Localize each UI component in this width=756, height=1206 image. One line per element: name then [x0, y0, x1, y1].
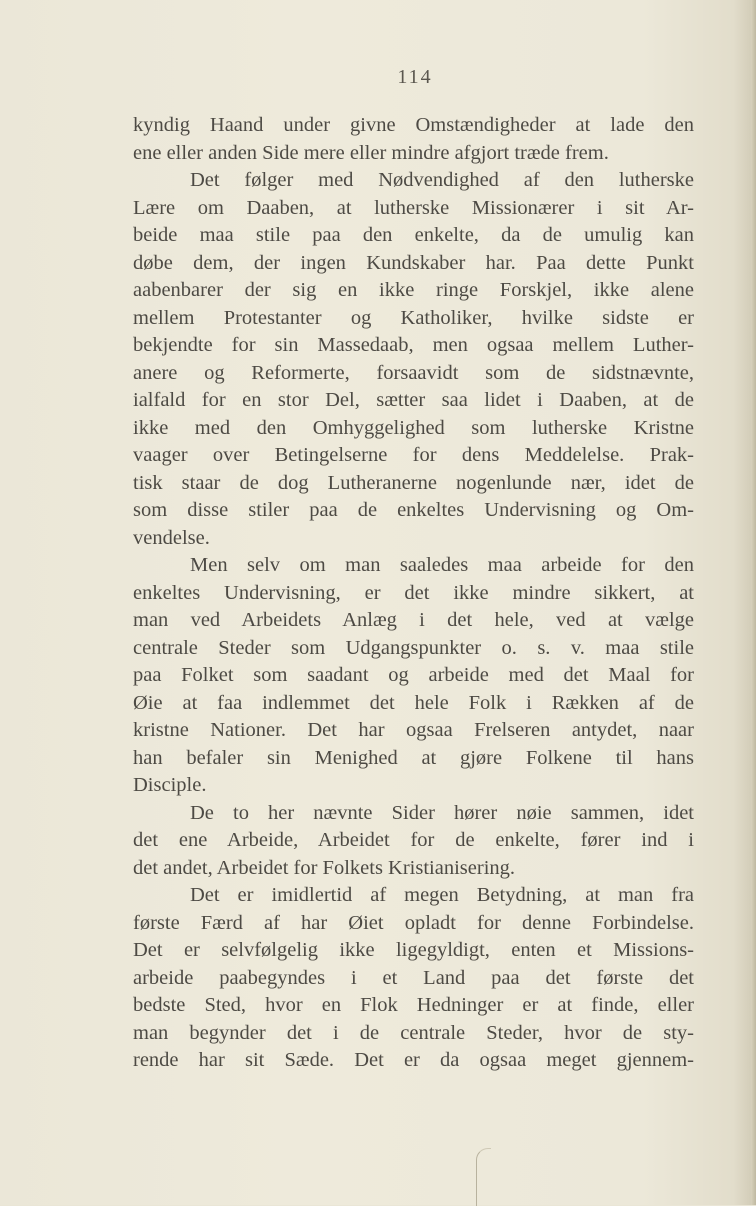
text-line: aabenbarer der sig en ikke ringe Forskjel, ikke alene — [133, 279, 694, 301]
text-line: første Færd af har Øiet opladt for denne Forbindelse. — [133, 911, 694, 934]
text-line: som disse stiler paa de enkeltes Undervisning og Om- — [133, 499, 694, 521]
text-line: anere og Reformerte, forsaavidt som de sidstnævnte, — [133, 361, 694, 384]
text-line: Disciple. — [133, 774, 207, 796]
text-line: bekjendte for sin Massedaab, men ogsaa mellem Luther- — [133, 334, 694, 356]
text-line: kyndig Haand under givne Omstændigheder at lade den — [133, 114, 694, 136]
text-line: ialfald for en stor Del, sætter saa lidet i Daaben, at de — [133, 389, 694, 411]
text-line: det ene Arbeide, Arbeidet for de enkelte, fører ind i — [133, 829, 694, 851]
text-line: ikke med den Omhyggelighed som lutherske Kristne — [133, 416, 694, 439]
text-line: Øie at faa indlemmet det hele Folk i Rækken af de — [133, 691, 694, 714]
text-line: tisk staar de dog Lutheranerne nogenlunde nær, idet de — [133, 471, 694, 494]
text-line: Det følger med Nødvendighed af den lutherske — [190, 169, 694, 191]
text-line: man ved Arbeidets Anlæg i det hele, ved at vælge — [133, 609, 694, 631]
text-line: man begynder det i de centrale Steder, hvor de sty- — [133, 1021, 694, 1044]
text-line: det andet, Arbeidet for Folkets Kristianisering. — [133, 856, 516, 879]
page-edge — [751, 0, 756, 1205]
text-line: han befaler sin Menighed at gjøre Folkene til hans — [133, 746, 694, 769]
text-line: Det er selvfølgelig ikke ligegyldigt, enten et Missions- — [133, 939, 694, 961]
page-number: 114 — [397, 66, 433, 88]
text-line: De to her nævnte Sider hører nøie sammen, idet — [190, 801, 694, 824]
text-line: Det er imidlertid af megen Betydning, at man fra — [190, 884, 694, 906]
text-line: enkeltes Undervisning, er det ikke mindre sikkert, at — [133, 581, 694, 604]
text-line: mellem Protestanter og Katholiker, hvilke sidste er — [133, 306, 694, 329]
text-line: Men selv om man saaledes maa arbeide for den — [190, 554, 694, 576]
text-line: døbe dem, der ingen Kundskaber har. Paa dette Punkt — [133, 251, 694, 274]
text-line: beide maa stile paa den enkelte, da de umulig kan — [133, 224, 694, 246]
text-line: vendelse. — [133, 526, 210, 549]
text-line: rende har sit Sæde. Det er da ogsaa meget gjennem- — [133, 1049, 694, 1071]
text-line: bedste Sted, hvor en Flok Hedninger er at finde, eller — [133, 994, 694, 1016]
text-line: kristne Nationer. Det har ogsaa Frelseren antydet, naar — [133, 719, 694, 741]
text-line: arbeide paabegyndes i et Land paa det første det — [133, 966, 694, 989]
text-line: Lære om Daaben, at lutherske Missionærer i sit Ar- — [133, 196, 694, 219]
body-text — [133, 112, 694, 1075]
text-line: paa Folket som saadant og arbeide med det Maal for — [133, 664, 694, 686]
text-line: centrale Steder som Udgangspunkter o. s. v. maa stile — [133, 636, 694, 659]
text-line: vaager over Betingelserne for dens Meddelelse. Prak- — [133, 444, 694, 466]
pencil-mark — [476, 1148, 491, 1206]
text-line: ene eller anden Side mere eller mindre afgjort træde frem. — [133, 141, 609, 164]
